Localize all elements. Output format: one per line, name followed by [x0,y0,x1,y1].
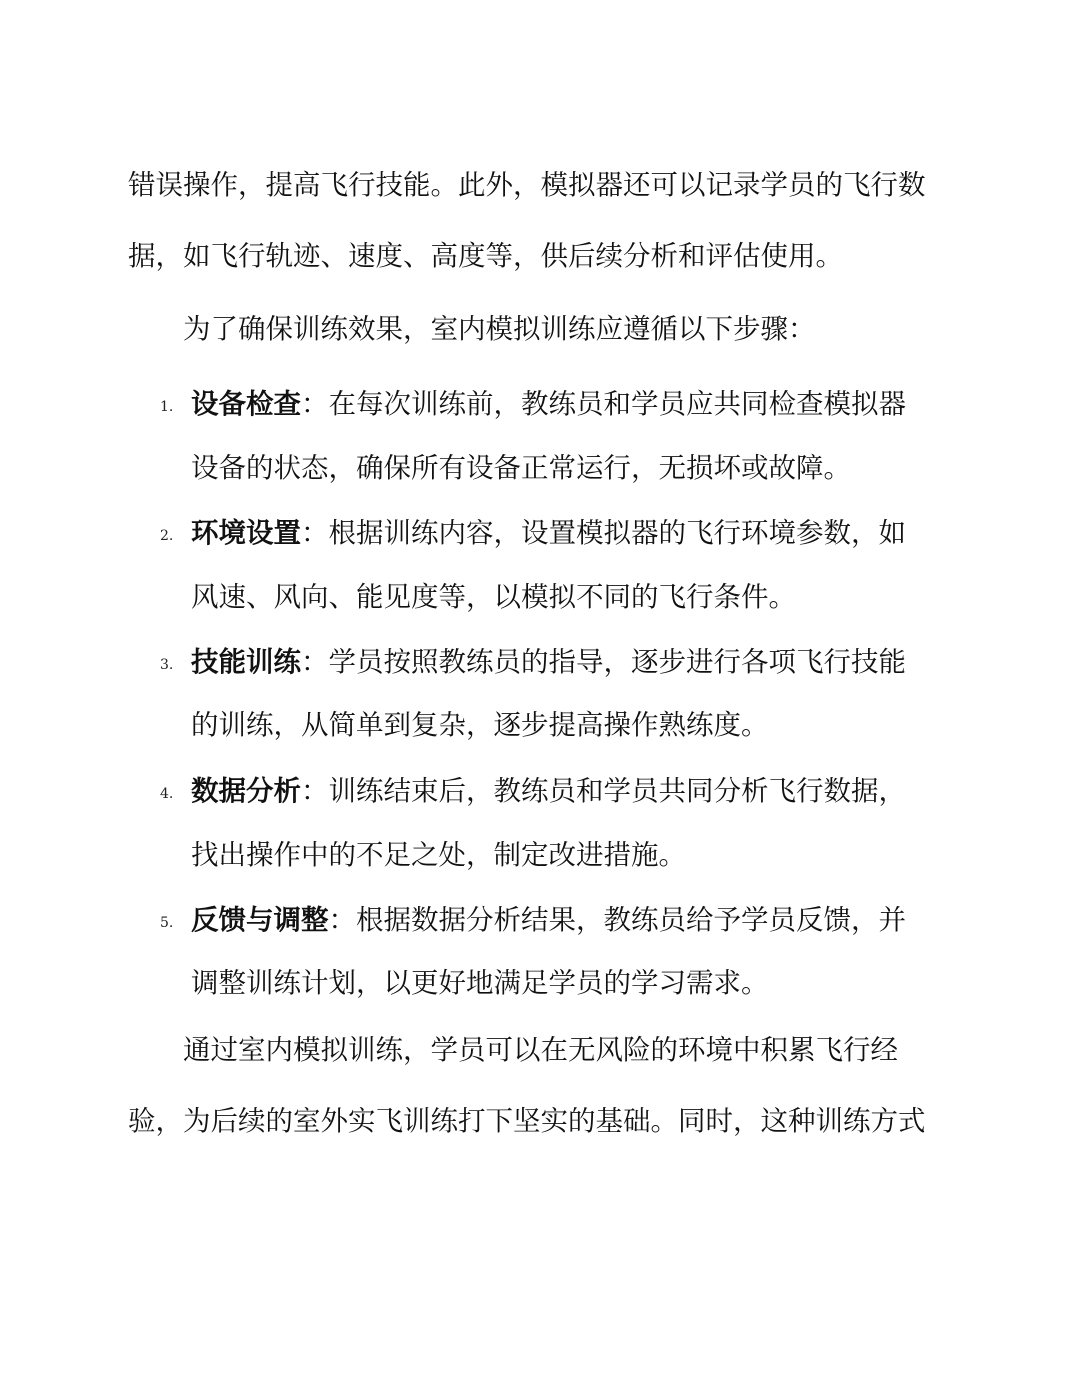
paragraph-3-line-2: 验，为后续的室外实飞训练打下坚实的基础。同时，这种训练方式 [128,1105,926,1137]
step-1-text: ：在每次训练前，教练员和学员应共同检查模拟器 [301,388,906,420]
paragraph-3-line-1: 通过室内模拟训练，学员可以在无风险的环境中积累飞行经 [183,1034,898,1066]
step-1-title: 设备检查 [191,388,301,420]
step-5-line-2: 调整训练计划，以更好地满足学员的学习需求。 [191,967,769,999]
step-1-line-2: 设备的状态，确保所有设备正常运行，无损坏或故障。 [191,452,851,484]
step-3-line-2: 的训练，从简单到复杂，逐步提高操作熟练度。 [191,709,769,741]
paragraph-2-line-1: 为了确保训练效果，室内模拟训练应遵循以下步骤： [183,313,816,345]
step-2-text: ：根据训练内容，设置模拟器的飞行环境参数，如 [301,517,906,549]
paragraph-1-line-2: 据，如飞行轨迹、速度、高度等，供后续分析和评估使用。 [128,240,843,272]
step-5-title: 反馈与调整 [191,904,329,936]
step-4-line-2: 找出操作中的不足之处，制定改进措施。 [191,839,686,871]
step-4-line-1 [191,771,906,811]
step-3-title: 技能训练 [191,646,301,678]
step-5-line-1 [191,900,906,940]
step-2-line-1 [191,513,906,553]
step-4-title: 数据分析 [191,775,301,807]
step-3-text: ：学员按照教练员的指导，逐步进行各项飞行技能 [301,646,906,678]
step-2-number: 2. [160,528,174,544]
step-4-text: ：训练结束后，教练员和学员共同分析飞行数据， [301,775,906,807]
step-1-line-1 [191,384,906,424]
step-5-text: ：根据数据分析结果，教练员给予学员反馈，并 [328,904,906,936]
step-2-title: 环境设置 [191,517,301,549]
step-4-number: 4. [160,786,174,802]
step-5-number: 5. [160,915,174,931]
step-3-line-1 [191,642,906,682]
paragraph-1-line-1: 错误操作，提高飞行技能。此外，模拟器还可以记录学员的飞行数 [128,169,926,201]
step-3-number: 3. [160,657,174,673]
step-2-line-2: 风速、风向、能见度等，以模拟不同的飞行条件。 [191,581,796,613]
step-1-number: 1. [160,399,174,415]
